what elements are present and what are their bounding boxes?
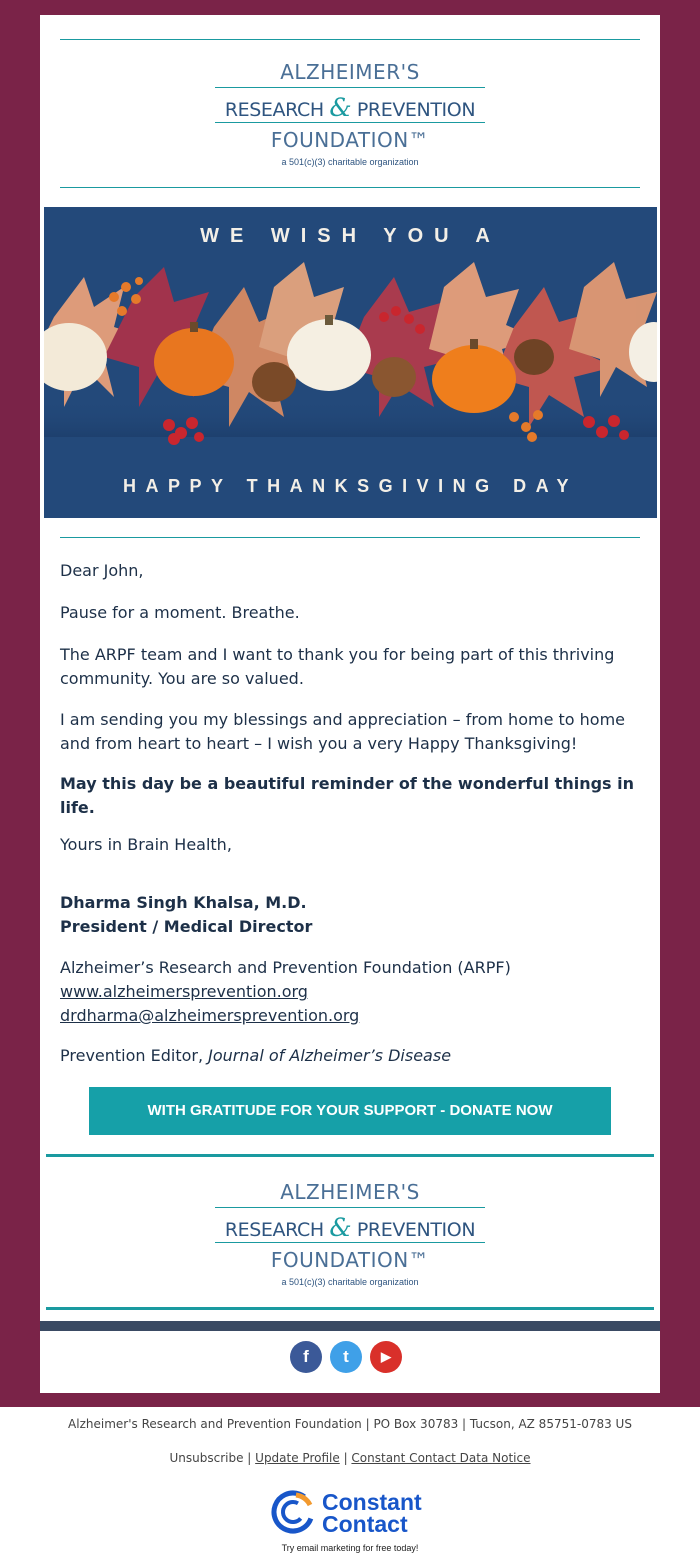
twitter-icon[interactable]: t	[330, 1341, 362, 1373]
thanksgiving-banner	[44, 207, 657, 518]
social-divider-bar	[40, 1321, 660, 1331]
footer-logo-top-rule	[46, 1154, 654, 1157]
logo-divider-bottom	[215, 1242, 485, 1243]
orange-pumpkin-1	[154, 328, 234, 396]
pinecone-2	[372, 357, 416, 397]
editor-line	[60, 1044, 640, 1068]
closing: Yours in Brain Health,	[60, 835, 232, 854]
banner-bottom-text: HAPPY THANKSGIVING DAY	[122, 476, 579, 496]
logo-word-prevention: PREVENTION	[356, 1219, 476, 1241]
logo-ampersand: &	[329, 93, 352, 122]
constant-contact-tagline[interactable]: Try email marketing for free today!	[281, 1543, 419, 1553]
logo-tagline: a 501(c)(3) charitable organization	[281, 1277, 419, 1287]
donate-button[interactable]: WITH GRATITUDE FOR YOUR SUPPORT - DONATE NOW	[89, 1087, 611, 1135]
footer-separator: |	[339, 1451, 352, 1465]
logo-line-alzheimers: ALZHEIMER'S	[280, 60, 420, 84]
pinecone-3	[514, 339, 554, 375]
paragraph-thanks-line1: The ARPF team and I want to thank you for being part of this thriving	[60, 645, 615, 664]
org-name: Alzheimer’s Research and Prevention Foundation (ARPF)	[60, 958, 511, 977]
email-row	[60, 1004, 640, 1028]
greeting: Dear John,	[60, 561, 144, 580]
email-link[interactable]: drdharma@alzheimersprevention.org	[60, 1006, 360, 1025]
paragraph-thanks-line2: community. You are so valued.	[60, 669, 304, 688]
footer-separator: |	[243, 1451, 256, 1465]
constant-contact-line1[interactable]: Constant	[322, 1489, 422, 1515]
banner-bottom-rule	[60, 537, 640, 538]
logo-divider-bottom	[215, 122, 485, 123]
logo-word-research: RESEARCH	[224, 1219, 324, 1241]
header-top-rule	[60, 39, 640, 40]
paragraph-blessings-line1: I am sending you my blessings and appreciation – from home to home	[60, 710, 626, 729]
logo-line-foundation: FOUNDATION™	[270, 128, 430, 152]
facebook-icon[interactable]: f	[290, 1341, 322, 1373]
footer-address: Alzheimer's Research and Prevention Foundation | PO Box 30783 | Tucson, AZ 85751-0783 US	[68, 1417, 632, 1431]
logo-word-prevention: PREVENTION	[356, 99, 476, 121]
logo-word-research: RESEARCH	[224, 99, 324, 121]
pinecone-1	[252, 362, 296, 402]
constant-contact-line2[interactable]: Contact	[322, 1511, 408, 1537]
orange-pumpkin-2	[432, 345, 516, 413]
logo-line-alzheimers: ALZHEIMER'S	[280, 1180, 420, 1204]
paragraph-reminder: May this day be a beautiful reminder of the wonderful things in life.	[60, 774, 635, 817]
white-pumpkin-center	[287, 319, 371, 391]
logo-divider-top	[215, 87, 485, 88]
youtube-icon[interactable]: ▶	[370, 1341, 402, 1373]
logo-ampersand: &	[329, 1213, 352, 1242]
paragraph-blessings-line2: and from heart to heart – I wish you a very Happy Thanksgiving!	[60, 734, 578, 753]
constant-contact-icon[interactable]	[270, 1489, 316, 1535]
editor-prefix: Prevention Editor,	[60, 1046, 209, 1065]
data-notice-link[interactable]: Constant Contact Data Notice	[351, 1451, 531, 1465]
logo-line-research-prevention	[213, 1213, 487, 1242]
header-logo[interactable]	[213, 60, 487, 178]
signature-name: Dharma Singh Khalsa, M.D.	[60, 893, 307, 912]
logo-divider-top	[215, 1207, 485, 1208]
footer-links	[0, 1451, 700, 1465]
logo-tagline: a 501(c)(3) charitable organization	[281, 157, 419, 167]
logo-line-research-prevention	[213, 93, 487, 122]
paragraph-pause: Pause for a moment. Breathe.	[60, 603, 300, 622]
banner-top-text: WE WISH YOU A	[200, 225, 501, 247]
signature-title: President / Medical Director	[60, 917, 313, 936]
journal-name: Journal of Alzheimer’s Disease	[208, 1046, 452, 1065]
update-profile-link[interactable]: Update Profile	[255, 1451, 340, 1465]
unsubscribe-link[interactable]: Unsubscribe	[169, 1451, 244, 1465]
website-row	[60, 980, 640, 1004]
footer-logo[interactable]	[213, 1180, 487, 1298]
autumn-garland-illustration	[44, 207, 657, 518]
logo-line-foundation: FOUNDATION™	[270, 1248, 430, 1272]
website-link[interactable]: www.alzheimersprevention.org	[60, 982, 308, 1001]
header-bottom-rule	[60, 187, 640, 188]
footer-logo-bottom-rule	[46, 1307, 654, 1310]
